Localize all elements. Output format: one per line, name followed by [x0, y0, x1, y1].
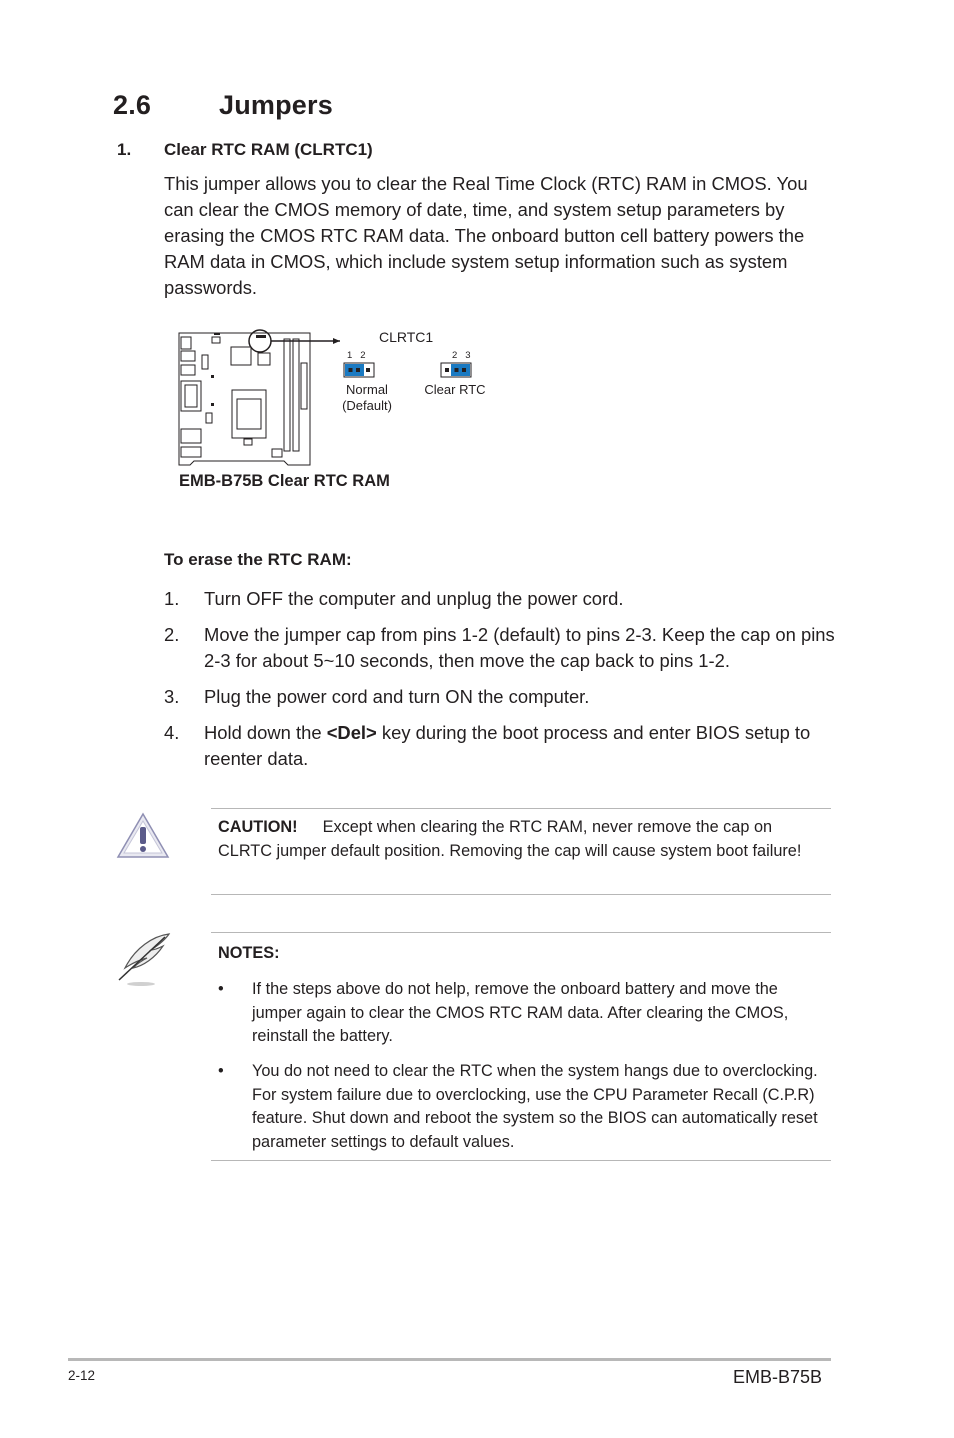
jumper-label: CLRTC1	[379, 329, 434, 345]
normal-default-label: (Default)	[342, 398, 392, 413]
normal-label-block	[331, 382, 403, 414]
step-number: 3.	[164, 686, 180, 707]
erase-step	[164, 684, 844, 710]
step-text-pre: Hold down the	[204, 722, 327, 743]
step-text: Turn OFF the computer and unplug the power cord.	[204, 588, 624, 609]
clear-label: Clear RTC	[424, 382, 486, 397]
step-text	[204, 720, 844, 772]
item-number: 1.	[117, 140, 132, 159]
bullet: •	[218, 1062, 224, 1080]
del-key: <Del>	[326, 722, 377, 743]
step-number: 1.	[164, 588, 180, 609]
notes-label: NOTES:	[218, 944, 280, 962]
arrow-icon	[333, 338, 340, 344]
jumper-clear	[441, 363, 471, 377]
section-number: 2.6	[113, 90, 152, 120]
item-title: Clear RTC RAM (CLRTC1)	[164, 140, 373, 159]
bullet: •	[218, 980, 224, 998]
step-number: 4.	[164, 722, 180, 743]
notes-bottom-rule	[211, 1160, 831, 1161]
erase-step	[164, 586, 844, 612]
notes-top-rule	[211, 932, 831, 933]
caution-label: CAUTION!	[218, 818, 298, 836]
caution-bottom-rule	[211, 894, 831, 895]
item-heading	[117, 140, 373, 160]
step-text: Move the jumper cap from pins 1-2 (default) to pins 2-3. Keep the cap on pins 2-3 for about 5~10 seconds, then move the cap back to pins 1-2.	[204, 624, 835, 671]
normal-label: Normal	[346, 382, 388, 397]
step-number: 2.	[164, 624, 180, 645]
clear-pin-numbers: 2 3	[452, 350, 471, 361]
step-text: Plug the power cord and turn ON the computer.	[204, 686, 590, 707]
note-item	[218, 1060, 830, 1154]
normal-pin-numbers: 1 2	[347, 350, 366, 361]
erase-step	[164, 720, 844, 772]
note-text: You do not need to clear the RTC when the system hangs due to overclocking. For system failure due to overclocking, use the CPU Parameter Recall (C.P.R) feature. Shut down and reboot the system so the BIOS can automatically reset parameter settings to default values.	[252, 1062, 818, 1151]
caution-text: Except when clearing the RTC RAM, never remove the cap on CLRTC jumper default position. Removing the cap will cause system boot failure!	[218, 818, 802, 860]
erase-steps-title: To erase the RTC RAM:	[164, 550, 352, 569]
page-number: 2-12	[68, 1368, 96, 1383]
section-title: Jumpers	[219, 90, 333, 120]
step-text-post: key during the boot process and enter BIOS setup to reenter data.	[204, 722, 811, 769]
figure-caption: EMB-B75B Clear RTC RAM	[179, 472, 390, 490]
section-heading	[113, 90, 333, 121]
footer-model: EMB-B75B	[733, 1367, 823, 1387]
note-item	[218, 978, 830, 1049]
caution-top-rule	[211, 808, 831, 809]
feather-pen-icon	[113, 930, 173, 995]
footer-rule	[68, 1358, 831, 1361]
erase-step	[164, 622, 844, 674]
caution-text-block	[218, 816, 818, 863]
note-text: If the steps above do not help, remove the onboard battery and move the jumper again to clear the CMOS RTC RAM data. After clearing the CMOS, reinstall the battery.	[252, 980, 789, 1045]
jumper-normal	[344, 363, 374, 377]
jumper-description: This jumper allows you to clear the Real Time Clock (RTC) RAM in CMOS. You can clear the CMOS memory of date, time, and system setup parameters by erasing the CMOS RTC RAM data. The onboard button cell battery powers the RAM data in CMOS, which include system setup information such as system passwords.	[164, 173, 808, 298]
warning-triangle-icon	[116, 812, 170, 865]
